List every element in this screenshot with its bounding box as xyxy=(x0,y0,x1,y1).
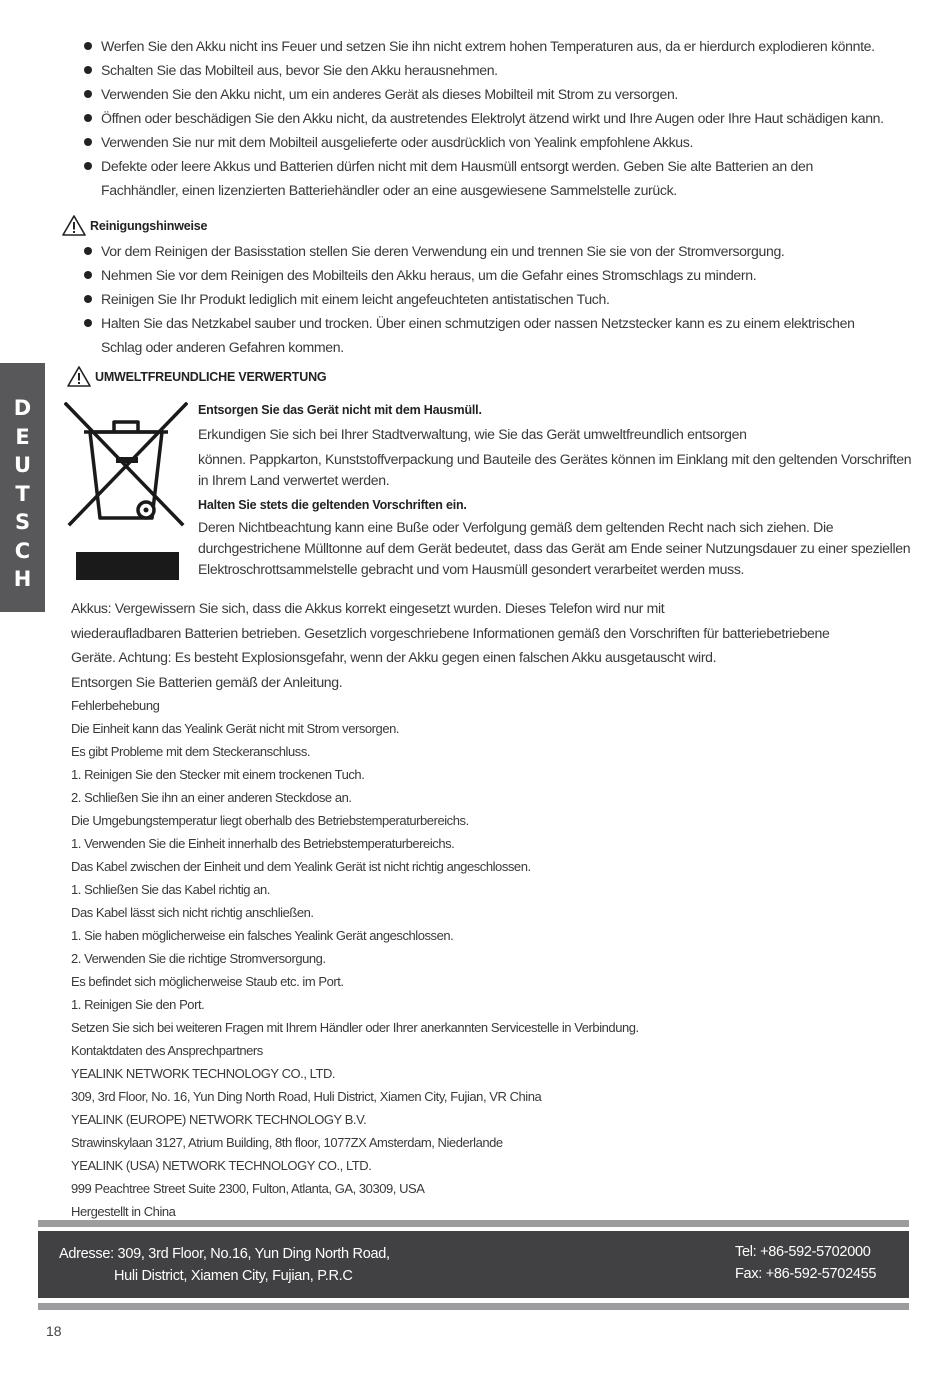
footer-address-box xyxy=(38,1231,909,1298)
contact-line: 309, 3rd Floor, No. 16, Yun Ding North Road, Huli District, Xiamen City, Fujian, VR China xyxy=(71,1089,542,1104)
troubleshooting-line: Es gibt Probleme mit dem Steckeranschluss. xyxy=(71,744,311,759)
footer-tel: Tel: +86-592-5702000 xyxy=(735,1244,871,1260)
troubleshooting-line: 1. Reinigen Sie den Port. xyxy=(71,997,205,1012)
recycling-line-1: Erkundigen Sie sich bei Ihrer Stadtverwaltung, wie Sie das Gerät umweltfreundlich entsorgen xyxy=(198,426,747,442)
list-item: Verwenden Sie den Akku nicht, um ein anderes Gerät als dieses Mobilteil mit Strom zu versorgen. xyxy=(84,82,944,106)
contact-line: 999 Peachtree Street Suite 2300, Fulton, Atlanta, GA, 30309, USA xyxy=(71,1181,425,1196)
recycling-bold-2: Halten Sie stets die geltenden Vorschriften ein. xyxy=(198,498,467,512)
cleaning-heading xyxy=(62,215,207,236)
contact-line: Hergestellt in China xyxy=(71,1204,176,1219)
troubleshooting-line: 2. Verwenden Sie die richtige Stromversorgung. xyxy=(71,951,326,966)
list-item: Reinigen Sie Ihr Produkt lediglich mit einem leicht angefeuchteten antistatischen Tuch. xyxy=(84,287,944,311)
battery-safety-list xyxy=(84,34,944,202)
battery-notice-line: wiederaufladbaren Batterien betrieben. Gesetzlich vorgeschriebene Informationen gemäß den Vorschriften für batteriebetriebene xyxy=(71,624,830,641)
list-item: Defekte oder leere Akkus und Batterien dürfen nicht mit dem Hausmüll entsorgt werden. Geben Sie alte Batterien an den Fachhändler, einen lizenzierten Batteriehändler oder an eine ausgewiesene Sammelstelle zurück. xyxy=(84,154,881,202)
contact-line: YEALINK NETWORK TECHNOLOGY CO., LTD. xyxy=(71,1066,336,1081)
list-item: Werfen Sie den Akku nicht ins Feuer und setzen Sie ihn nicht extrem hohen Temperaturen aus, da er hierdurch explodieren könnte. xyxy=(84,34,944,58)
troubleshooting-line: 1. Reinigen Sie den Stecker mit einem trockenen Tuch. xyxy=(71,767,365,782)
troubleshooting-line: Setzen Sie sich bei weiteren Fragen mit Ihrem Händler oder Ihrer anerkannten Servicestelle in Verbindung. xyxy=(71,1020,639,1035)
troubleshooting-line: Das Kabel zwischen der Einheit und dem Yealink Gerät ist nicht richtig angeschlossen. xyxy=(71,859,531,874)
cleaning-heading-text: Reinigungshinweise xyxy=(90,218,208,233)
list-item: Vor dem Reinigen der Basisstation stellen Sie deren Verwendung ein und trennen Sie sie von der Stromversorgung. xyxy=(84,239,944,263)
side-tab-letter: E xyxy=(15,424,30,449)
contact-line: Kontaktdaten des Ansprechpartners xyxy=(71,1043,263,1058)
page-number: 18 xyxy=(46,1323,62,1339)
side-tab-letter: C xyxy=(14,538,31,563)
recycling-para-2: Deren Nichtbeachtung kann eine Buße oder Verfolgung gemäß dem geltenden Recht nach sich ziehen. Die durchgestrichene Mülltonne auf dem Gerät bedeutet, dass das Gerät am Ende seiner Nutzungsdauer zu einer speziellen Elektroschrottsammelstelle gebracht und vom Hausmüll gesondert verarbeitet werden muss. xyxy=(198,519,911,577)
contact-line: YEALINK (EUROPE) NETWORK TECHNOLOGY B.V. xyxy=(71,1112,367,1127)
recycling-para-1: können. Pappkarton, Kunststoffverpackung und Bauteile des Gerätes können im Einklang mit den geltenden Vorschriften in Ihrem Land verwertet werden. xyxy=(198,451,912,488)
battery-notice-line: Geräte. Achtung: Es besteht Explosionsgefahr, wenn der Akku gegen einen falschen Akku ausgetauscht wird. xyxy=(71,649,717,665)
troubleshooting-line: 2. Schließen Sie ihn an einer anderen Steckdose an. xyxy=(71,790,352,805)
language-letters xyxy=(0,363,45,594)
contact-line: YEALINK (USA) NETWORK TECHNOLOGY CO., LTD. xyxy=(71,1158,372,1173)
list-item: Nehmen Sie vor dem Reinigen des Mobilteils den Akku heraus, um die Gefahr eines Stromschlags zu mindern. xyxy=(84,263,944,287)
warning-icon xyxy=(67,366,91,387)
language-side-tab xyxy=(0,363,45,612)
recycling-heading-text: UMWELTFREUNDLICHE VERWERTUNG xyxy=(95,369,327,384)
troubleshooting-line: 1. Verwenden Sie die Einheit innerhalb des Betriebstemperaturbereichs. xyxy=(71,836,455,851)
battery-notice-line: Entsorgen Sie Batterien gemäß der Anleitung. xyxy=(71,673,343,690)
recycling-bold-1: Entsorgen Sie das Gerät nicht mit dem Hausmüll. xyxy=(198,403,482,417)
list-item: Halten Sie das Netzkabel sauber und trocken. Über einen schmutzigen oder nassen Netzstecker kann es zu einem elektrischen Schlag oder anderen Gefahren kommen. xyxy=(84,311,881,359)
footer-rule-top xyxy=(38,1220,909,1227)
footer-address xyxy=(59,1243,390,1287)
footer-address-line-1: Adresse: 309, 3rd Floor, No.16, Yun Ding North Road, xyxy=(59,1246,390,1262)
warning-icon xyxy=(62,215,86,236)
battery-notice-line: Akkus: Vergewissern Sie sich, dass die Akkus korrekt eingesetzt wurden. Dieses Telefon wird nur mit xyxy=(71,600,665,616)
list-item: Verwenden Sie nur mit dem Mobilteil ausgelieferte oder ausdrücklich von Yealink empfohlene Akkus. xyxy=(84,130,944,154)
troubleshooting-line: Es befindet sich möglicherweise Staub etc. im Port. xyxy=(71,974,344,989)
main-text-block xyxy=(71,596,931,1223)
troubleshooting-line: Die Umgebungstemperatur liegt oberhalb des Betriebstemperaturbereichs. xyxy=(71,813,469,828)
footer-contact xyxy=(735,1241,876,1285)
side-tab-letter: T xyxy=(15,481,30,506)
troubleshooting-line: Das Kabel lässt sich nicht richtig anschließen. xyxy=(71,905,314,920)
footer-fax: Fax: +86-592-5702455 xyxy=(735,1266,877,1282)
list-item: Öffnen oder beschädigen Sie den Akku nicht, da austretendes Elektrolyt ätzend wirkt und Ihre Augen oder Ihre Haut schädigen kann. xyxy=(84,106,944,130)
troubleshooting-line: 1. Sie haben möglicherweise ein falsches Yealink Gerät angeschlossen. xyxy=(71,928,454,943)
footer-address-line-2: Huli District, Xiamen City, Fujian, P.R.C xyxy=(114,1268,353,1284)
footer-rule-bottom xyxy=(38,1303,909,1310)
side-tab-letter: S xyxy=(14,510,31,534)
troubleshooting-line: 1. Schließen Sie das Kabel richtig an. xyxy=(71,882,270,897)
side-tab-letter: D xyxy=(13,396,32,420)
side-tab-letter: U xyxy=(13,453,32,477)
troubleshooting-line: Fehlerbehebung xyxy=(71,698,160,713)
side-tab-letter: H xyxy=(13,567,32,591)
cleaning-list xyxy=(84,239,944,359)
recycling-heading xyxy=(67,366,326,387)
troubleshooting-line: Die Einheit kann das Yealink Gerät nicht mit Strom versorgen. xyxy=(71,721,400,736)
contact-line: Strawinskylaan 3127, Atrium Building, 8th floor, 1077ZX Amsterdam, Niederlande xyxy=(71,1135,503,1150)
crossed-out-bin-icon xyxy=(64,402,188,580)
list-item: Schalten Sie das Mobilteil aus, bevor Sie den Akku herausnehmen. xyxy=(84,58,944,82)
recycling-text xyxy=(198,398,918,580)
